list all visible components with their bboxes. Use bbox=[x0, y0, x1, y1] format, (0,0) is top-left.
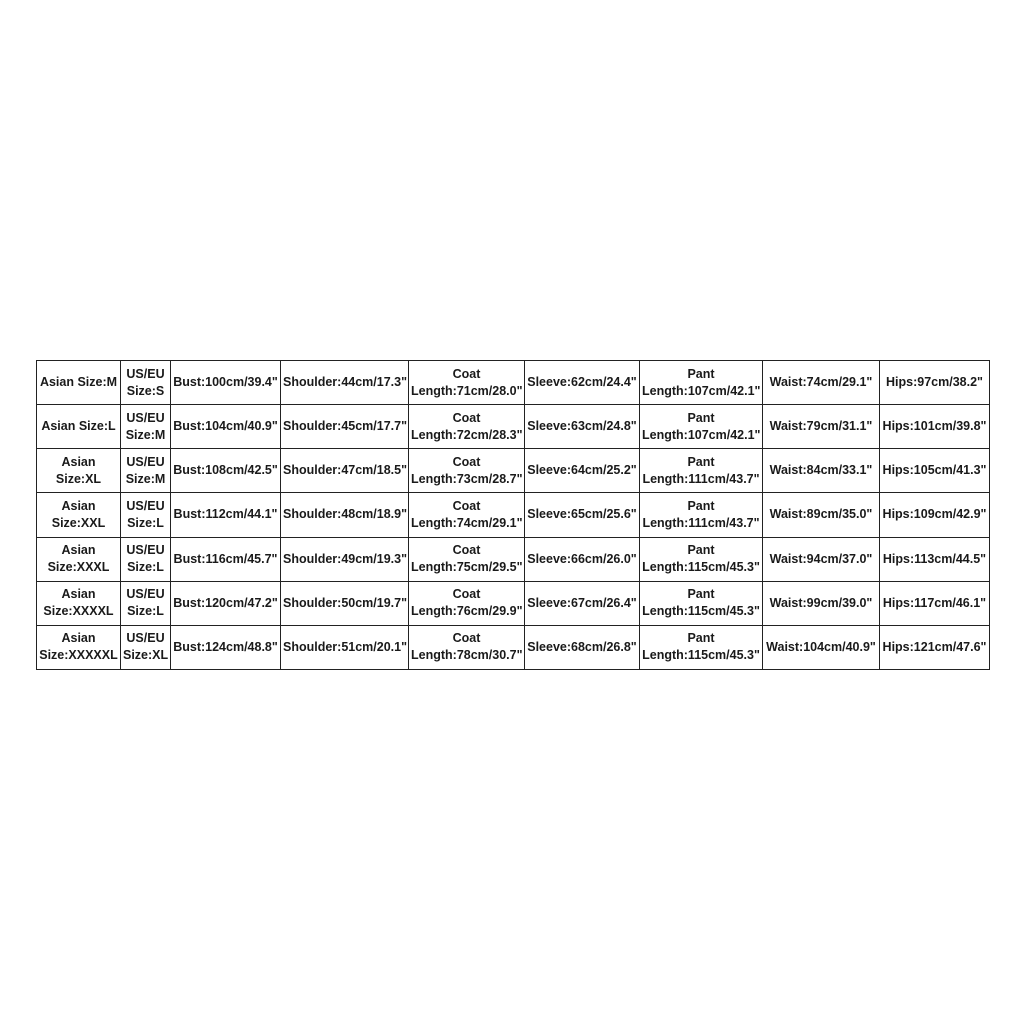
asian-size-cell bbox=[37, 405, 121, 449]
asian-size-cell-line: Asian bbox=[61, 498, 96, 513]
pant-length-cell bbox=[640, 625, 763, 669]
table-row bbox=[37, 537, 990, 581]
us-eu-size-cell bbox=[121, 625, 171, 669]
pant-length-cell-line: Pant bbox=[687, 587, 715, 602]
asian-size-cell bbox=[37, 449, 121, 493]
pant-length-cell-line: Length:115cm/45.3" bbox=[642, 648, 760, 663]
size-chart-rows bbox=[37, 361, 990, 670]
shoulder-cell: Shoulder:45cm/17.7" bbox=[281, 405, 409, 449]
coat-length-cell bbox=[409, 581, 525, 625]
coat-length-cell-line: Coat bbox=[452, 587, 481, 602]
shoulder-cell: Shoulder:48cm/18.9" bbox=[281, 493, 409, 537]
sleeve-cell: Sleeve:63cm/24.8" bbox=[525, 405, 640, 449]
us-eu-size-cell bbox=[121, 493, 171, 537]
us-eu-size-cell-line: Size:M bbox=[125, 471, 166, 486]
coat-length-cell bbox=[409, 405, 525, 449]
asian-size-cell bbox=[37, 493, 121, 537]
us-eu-size-cell-line: Size:XL bbox=[123, 648, 169, 663]
hips-cell: Hips:105cm/41.3" bbox=[880, 449, 990, 493]
us-eu-size-cell-line: US/EU bbox=[126, 410, 165, 425]
table-row bbox=[37, 449, 990, 493]
us-eu-size-cell bbox=[121, 361, 171, 405]
table-row bbox=[37, 581, 990, 625]
pant-length-cell-line: Length:115cm/45.3" bbox=[642, 604, 760, 619]
pant-length-cell-line: Pant bbox=[687, 631, 715, 646]
pant-length-cell bbox=[640, 581, 763, 625]
sleeve-cell: Sleeve:67cm/26.4" bbox=[525, 581, 640, 625]
sleeve-cell: Sleeve:68cm/26.8" bbox=[525, 625, 640, 669]
shoulder-cell: Shoulder:47cm/18.5" bbox=[281, 449, 409, 493]
coat-length-cell bbox=[409, 493, 525, 537]
shoulder-cell: Shoulder:51cm/20.1" bbox=[281, 625, 409, 669]
asian-size-cell bbox=[37, 581, 121, 625]
coat-length-cell-line: Coat bbox=[452, 366, 481, 381]
sleeve-cell: Sleeve:64cm/25.2" bbox=[525, 449, 640, 493]
coat-length-cell-line: Coat bbox=[452, 543, 481, 558]
pant-length-cell-line: Length:107cm/42.1" bbox=[642, 383, 761, 398]
us-eu-size-cell-line: Size:L bbox=[127, 515, 164, 530]
coat-length-cell-line: Coat bbox=[452, 410, 481, 425]
table-row bbox=[37, 625, 990, 669]
bust-cell: Bust:100cm/39.4" bbox=[171, 361, 281, 405]
size-chart-table bbox=[36, 360, 990, 670]
asian-size-cell-line: Asian bbox=[61, 454, 96, 469]
us-eu-size-cell-line: Size:L bbox=[127, 560, 164, 575]
bust-cell: Bust:124cm/48.8" bbox=[171, 625, 281, 669]
asian-size-cell-line: Asian bbox=[61, 543, 96, 558]
pant-length-cell-line: Pant bbox=[687, 366, 715, 381]
us-eu-size-cell-line: US/EU bbox=[126, 587, 165, 602]
waist-cell: Waist:74cm/29.1" bbox=[763, 361, 880, 405]
us-eu-size-cell-line: Size:M bbox=[125, 427, 166, 442]
sleeve-cell: Sleeve:65cm/25.6" bbox=[525, 493, 640, 537]
hips-cell: Hips:97cm/38.2" bbox=[880, 361, 990, 405]
pant-length-cell bbox=[640, 493, 763, 537]
asian-size-cell-line: Asian bbox=[61, 631, 96, 646]
asian-size-cell-line: Size:XL bbox=[55, 471, 102, 486]
coat-length-cell bbox=[409, 625, 525, 669]
pant-length-cell bbox=[640, 449, 763, 493]
coat-length-cell-line: Coat bbox=[452, 631, 481, 646]
pant-length-cell-line: Pant bbox=[687, 543, 715, 558]
asian-size-cell-line: Asian bbox=[61, 587, 96, 602]
pant-length-cell-line: Pant bbox=[687, 410, 715, 425]
us-eu-size-cell-line: US/EU bbox=[126, 366, 165, 381]
shoulder-cell: Shoulder:49cm/19.3" bbox=[281, 537, 409, 581]
coat-length-cell-line: Coat bbox=[452, 454, 481, 469]
coat-length-cell bbox=[409, 537, 525, 581]
bust-cell: Bust:112cm/44.1" bbox=[171, 493, 281, 537]
pant-length-cell bbox=[640, 361, 763, 405]
shoulder-cell: Shoulder:50cm/19.7" bbox=[281, 581, 409, 625]
us-eu-size-cell-line: US/EU bbox=[126, 498, 165, 513]
shoulder-cell: Shoulder:44cm/17.3" bbox=[281, 361, 409, 405]
waist-cell: Waist:89cm/35.0" bbox=[763, 493, 880, 537]
hips-cell: Hips:101cm/39.8" bbox=[880, 405, 990, 449]
pant-length-cell bbox=[640, 405, 763, 449]
coat-length-cell-line: Length:71cm/28.0" bbox=[411, 383, 523, 398]
coat-length-cell-line: Length:73cm/28.7" bbox=[411, 471, 523, 486]
pant-length-cell-line: Length:111cm/43.7" bbox=[642, 471, 760, 486]
us-eu-size-cell bbox=[121, 405, 171, 449]
sleeve-cell: Sleeve:66cm/26.0" bbox=[525, 537, 640, 581]
us-eu-size-cell-line: US/EU bbox=[126, 631, 165, 646]
hips-cell: Hips:121cm/47.6" bbox=[880, 625, 990, 669]
asian-size-cell-line: Size:XXXL bbox=[47, 560, 110, 575]
hips-cell: Hips:113cm/44.5" bbox=[880, 537, 990, 581]
asian-size-cell bbox=[37, 361, 121, 405]
pant-length-cell-line: Length:111cm/43.7" bbox=[642, 515, 760, 530]
bust-cell: Bust:104cm/40.9" bbox=[171, 405, 281, 449]
pant-length-cell-line: Pant bbox=[687, 498, 715, 513]
table-row bbox=[37, 405, 990, 449]
asian-size-cell-line: Size:XXXXL bbox=[43, 604, 114, 619]
waist-cell: Waist:79cm/31.1" bbox=[763, 405, 880, 449]
us-eu-size-cell-line: Size:S bbox=[126, 383, 165, 398]
us-eu-size-cell bbox=[121, 449, 171, 493]
bust-cell: Bust:116cm/45.7" bbox=[171, 537, 281, 581]
waist-cell: Waist:104cm/40.9" bbox=[763, 625, 880, 669]
pant-length-cell-line: Pant bbox=[687, 454, 715, 469]
sleeve-cell: Sleeve:62cm/24.4" bbox=[525, 361, 640, 405]
coat-length-cell bbox=[409, 449, 525, 493]
asian-size-cell-line: Asian Size:L bbox=[41, 419, 116, 434]
coat-length-cell-line: Length:75cm/29.5" bbox=[411, 560, 523, 575]
coat-length-cell-line: Length:74cm/29.1" bbox=[411, 515, 523, 530]
pant-length-cell-line: Length:107cm/42.1" bbox=[642, 427, 761, 442]
asian-size-cell-line: Asian Size:M bbox=[39, 375, 118, 390]
us-eu-size-cell-line: US/EU bbox=[126, 543, 165, 558]
coat-length-cell bbox=[409, 361, 525, 405]
waist-cell: Waist:84cm/33.1" bbox=[763, 449, 880, 493]
hips-cell: Hips:109cm/42.9" bbox=[880, 493, 990, 537]
table-row bbox=[37, 361, 990, 405]
asian-size-cell-line: Size:XXL bbox=[51, 515, 106, 530]
bust-cell: Bust:120cm/47.2" bbox=[171, 581, 281, 625]
us-eu-size-cell bbox=[121, 581, 171, 625]
coat-length-cell-line: Length:76cm/29.9" bbox=[411, 604, 523, 619]
waist-cell: Waist:94cm/37.0" bbox=[763, 537, 880, 581]
us-eu-size-cell-line: US/EU bbox=[126, 454, 165, 469]
coat-length-cell-line: Coat bbox=[452, 498, 481, 513]
pant-length-cell bbox=[640, 537, 763, 581]
hips-cell: Hips:117cm/46.1" bbox=[880, 581, 990, 625]
asian-size-cell bbox=[37, 537, 121, 581]
coat-length-cell-line: Length:78cm/30.7" bbox=[411, 648, 523, 663]
asian-size-cell bbox=[37, 625, 121, 669]
pant-length-cell-line: Length:115cm/45.3" bbox=[642, 560, 760, 575]
waist-cell: Waist:99cm/39.0" bbox=[763, 581, 880, 625]
table-row bbox=[37, 493, 990, 537]
coat-length-cell-line: Length:72cm/28.3" bbox=[411, 427, 523, 442]
us-eu-size-cell bbox=[121, 537, 171, 581]
bust-cell: Bust:108cm/42.5" bbox=[171, 449, 281, 493]
us-eu-size-cell-line: Size:L bbox=[127, 604, 164, 619]
asian-size-cell-line: Size:XXXXXL bbox=[39, 648, 118, 663]
